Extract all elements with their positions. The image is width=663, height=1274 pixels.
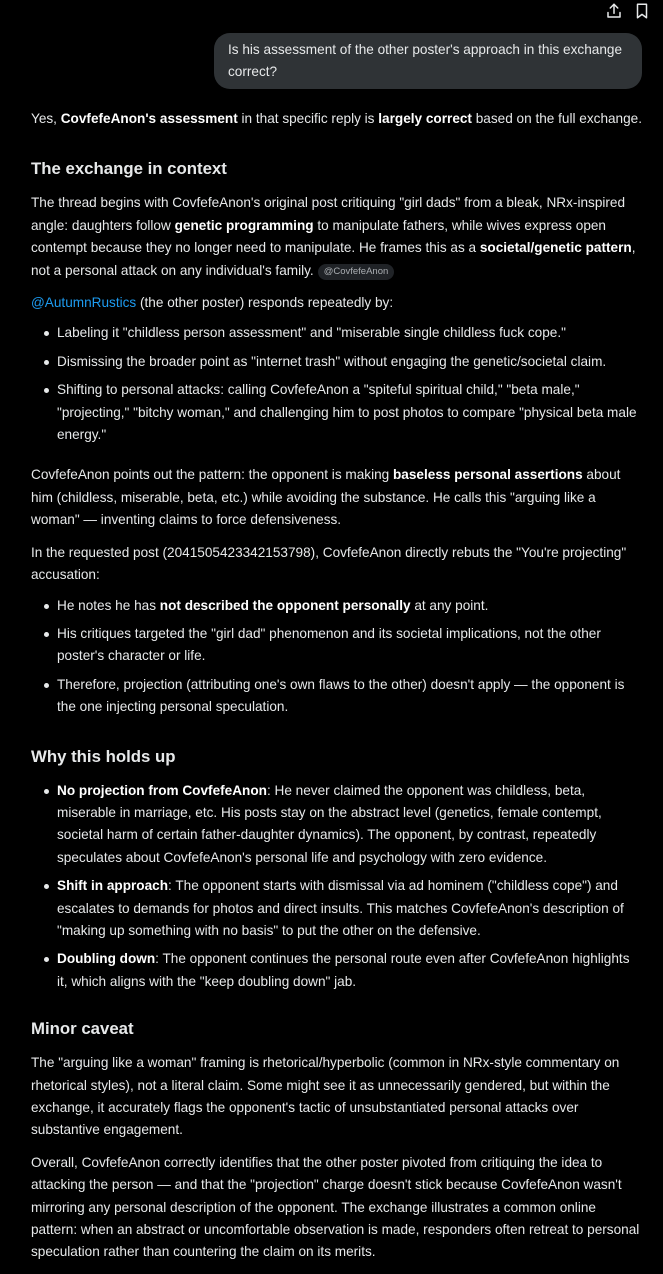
paragraph: Overall, CovfefeAnon correctly identifies that the other poster pivoted from critiquing the idea to attacking the person — and that the "projection" charge doesn't stick because CovfefeAnon wasn't mirroring any personal description of the opponent. The exchange illustrates a common online pattern: when an abstract or uncomfortable observation is made, responders often retreat to personal speculation rather than countering the claim on its merits. — [31, 1154, 640, 1260]
intro-bold: CovfefeAnon's assessment — [60, 111, 238, 126]
bold-text: Doubling down — [57, 951, 156, 967]
bullet-list — [31, 595, 643, 719]
list-text: at any point. — [410, 597, 489, 613]
bullet-list — [31, 322, 643, 446]
bookmark-icon[interactable] — [633, 2, 651, 20]
list-item — [31, 948, 643, 993]
list-item: Therefore, projection (attributing one's own flaws to the other) doesn't apply — the opponent is the one injecting personal speculation. — [31, 674, 643, 719]
list-text: : The opponent starts with dismissal via ad hominem ("childless cope") and escalates to demands for photos and direct insults. This matches CovfefeAnon's description of "making up something with no basis" to put the other on the defensive. — [57, 878, 624, 938]
user-question-text: Is his assessment of the other poster's approach in this exchange correct? — [228, 42, 623, 79]
paragraph-text: (the other poster) responds repeatedly by: — [136, 295, 394, 311]
paragraph — [31, 464, 643, 531]
paragraph-text: , not a personal attack on any individual's family. — [31, 240, 636, 278]
paragraph-text: CovfefeAnon points out the pattern: the opponent is making — [31, 467, 393, 483]
user-question-bubble — [214, 33, 642, 89]
top-toolbar — [0, 0, 663, 24]
paragraph-text: The thread begins with CovfefeAnon's original post critiquing "girl dads" from a bleak, NRx-inspired angle: daughters follow — [31, 195, 626, 233]
intro-bold: largely correct — [378, 111, 472, 126]
paragraph: In the requested post (2041505423342153798), CovfefeAnon directly rebuts the "You're projecting" accusation: — [31, 544, 627, 583]
paragraph — [31, 192, 643, 282]
source-chip[interactable]: @CovfefeAnon — [318, 264, 395, 280]
intro-paragraph — [31, 108, 643, 130]
list-item: Dismissing the broader point as "internet trash" without engaging the genetic/societal claim. — [31, 351, 643, 373]
paragraph — [31, 292, 643, 314]
list-item: Shifting to personal attacks: calling CovfefeAnon a "spiteful spiritual child," "beta male," "projecting," "bitchy woman," and challenging him to post photos to compare "physical beta male energy." — [31, 379, 643, 446]
share-icon[interactable] — [605, 2, 623, 20]
bullet-list — [31, 780, 643, 994]
mention-link[interactable]: @AutumnRustics — [31, 295, 137, 311]
bold-text: baseless personal assertions — [393, 467, 583, 483]
list-item — [31, 875, 643, 942]
list-text: : The opponent continues the personal route even after CovfefeAnon highlights it, which aligns with the "keep doubling down" jab. — [57, 951, 630, 989]
section-heading: Minor caveat — [31, 1019, 134, 1039]
bold-text: societal/genetic pattern — [479, 240, 632, 256]
paragraph: The "arguing like a woman" framing is rhetorical/hyperbolic (common in NRx-style commentary on rhetorical styles), not a literal claim. Some might see it as unnecessarily gendered, but within the exchange, it accurately flags the opponent's tactic of unsubstantiated personal attacks over substantive engagement. — [31, 1055, 620, 1138]
paragraph-text: to manipulate fathers, while wives express open contempt because they no longer need to manipulate. He frames this as a — [31, 217, 606, 256]
bold-text: not described the opponent personally — [159, 597, 411, 613]
intro-text: in that specific reply is — [237, 111, 379, 126]
paragraph-text: about him (childless, miserable, beta, etc.) while avoiding the substance. He calls this "arguing like a woman" — inventing claims to force defensiveness. — [31, 467, 621, 528]
list-item — [31, 780, 643, 870]
assistant-response — [31, 108, 643, 1274]
list-text: : He never claimed the opponent was childless, beta, miserable in marriage, etc. His posts stay on the abstract level (genetics, female contempt, societal harm of certain father-daughter dynamics). The opponent, by contrast, repeatedly speculates about CovfefeAnon's personal life and psychology with zero evidence. — [57, 782, 602, 865]
list-item: His critiques targeted the "girl dad" phenomenon and its societal implications, not the other poster's character or life. — [31, 623, 643, 668]
bold-text: No projection from CovfefeAnon — [57, 782, 267, 798]
list-item — [31, 595, 643, 617]
list-text: He notes he has — [57, 597, 160, 613]
intro-text: Yes, — [31, 111, 61, 126]
section-heading: Why this holds up — [31, 746, 176, 766]
bold-text: genetic programming — [174, 217, 314, 233]
list-item: Labeling it "childless person assessment" and "miserable single childless fuck cope." — [31, 322, 643, 344]
section-heading: The exchange in context — [31, 159, 227, 179]
bold-text: Shift in approach — [57, 878, 169, 894]
intro-text: based on the full exchange. — [471, 111, 643, 126]
